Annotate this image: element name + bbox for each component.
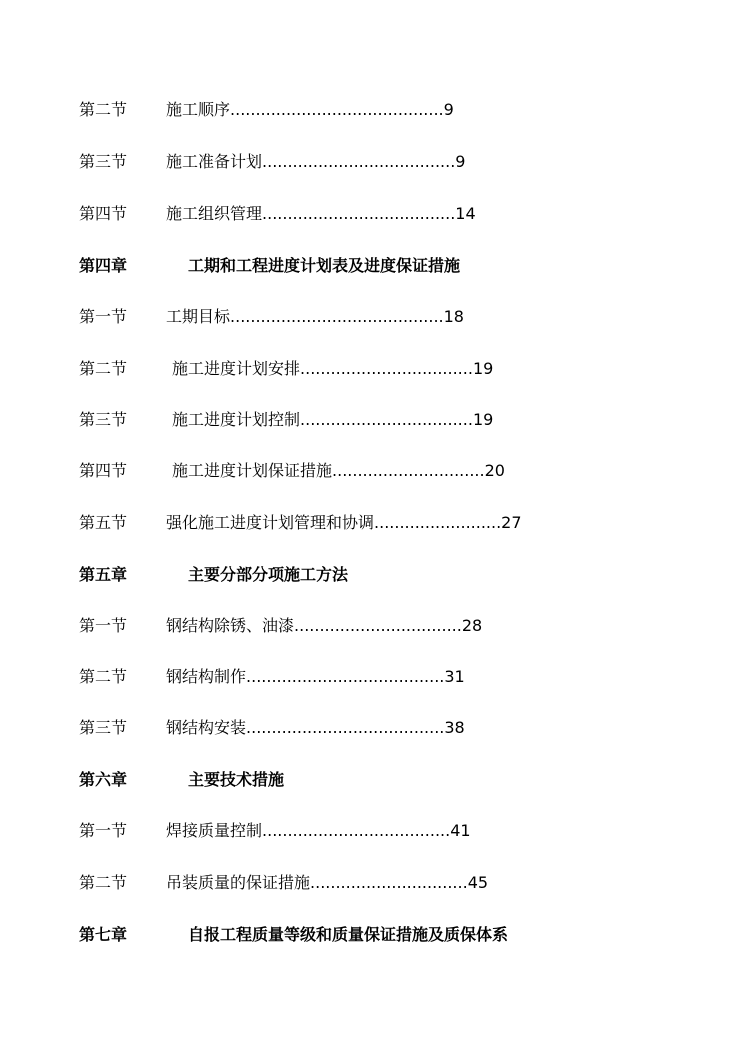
toc-chapter-label: 第四章 [79,256,128,275]
toc-entry-leader: ............................... [310,873,468,892]
toc-entry-label: 第五节 [79,513,128,532]
toc-entry-label: 第二节 [79,359,128,378]
toc-entry-label: 第三节 [79,410,128,429]
toc-entry-page: 31 [444,667,465,686]
toc-entry-leader: ....................................... [246,667,445,686]
toc-entry-title: 钢结构安装 [166,718,247,737]
toc-entry-leader: .......................................... [230,307,444,326]
toc-chapter-label: 第五章 [79,565,128,584]
toc-entry-title: 施工进度计划保证措施 [172,461,333,480]
toc-entry-label: 第二节 [79,667,128,686]
toc-entry-leader: .................................. [300,410,473,429]
toc-chapter-title: 工期和工程进度计划表及进度保证措施 [188,256,461,275]
toc-entry-title: 钢结构制作 [166,667,247,686]
toc-entry-label: 第一节 [79,821,128,840]
toc-entry-leader: ....................................... [246,718,445,737]
toc-entry-title: 施工进度计划控制 [172,410,301,429]
toc-entry-label: 第二节 [79,100,128,119]
toc-entry-title: 施工顺序 [166,100,231,119]
toc-entry-leader: ...................................... [262,152,456,171]
toc-chapter-title: 自报工程质量等级和质量保证措施及质保体系 [188,925,509,944]
toc-entry-leader: ......................... [374,513,502,532]
toc-entry-page: 38 [444,718,465,737]
toc-entry-title: 施工准备计划 [166,152,263,171]
toc-entry-page: 20 [484,461,505,480]
toc-entry-title: 施工进度计划安排 [172,359,301,378]
toc-entry-page: 19 [472,410,494,429]
toc-entry-label: 第三节 [79,718,128,737]
toc-entry-title: 强化施工进度计划管理和协调 [166,513,375,532]
toc-entry-page: 28 [461,616,483,635]
toc-entry-title: 吊装质量的保证措施 [166,873,311,892]
toc-entry-label: 第二节 [79,873,128,892]
toc-entry-page: 18 [443,307,464,326]
toc-chapter-title: 主要技术措施 [188,770,285,789]
toc-entry-label: 第四节 [79,461,128,480]
toc-chapter-title: 主要分部分项施工方法 [188,565,349,584]
toc-entry-page: 45 [467,873,489,892]
toc-entry-label: 第一节 [79,307,128,326]
toc-entry-title: 施工组织管理 [166,204,263,223]
toc-entry-title: 焊接质量控制 [166,821,263,840]
toc-entry-leader: ................................. [294,616,462,635]
toc-entry-leader: ..................................... [262,821,451,840]
toc-entry-label: 第三节 [79,152,128,171]
toc-entry-page: 14 [455,204,476,223]
toc-entry-page: 19 [472,359,494,378]
toc-entry-leader: ...................................... [262,204,456,223]
toc-entry-label: 第四节 [79,204,128,223]
toc-entry-leader: .......................................... [230,100,444,119]
toc-entry-page: 41 [450,821,471,840]
toc-entry-page: 9 [443,100,454,119]
toc-entry-label: 第一节 [79,616,128,635]
toc-entry-title: 钢结构除锈、油漆 [166,616,295,635]
toc-entry-leader: .................................. [300,359,473,378]
toc-entry-page: 27 [501,513,522,532]
toc-entry-page: 9 [455,152,466,171]
toc-chapter-label: 第六章 [79,770,128,789]
toc-entry-title: 工期目标 [166,307,231,326]
toc-entry-leader: .............................. [332,461,485,480]
toc-chapter-label: 第七章 [79,925,128,944]
